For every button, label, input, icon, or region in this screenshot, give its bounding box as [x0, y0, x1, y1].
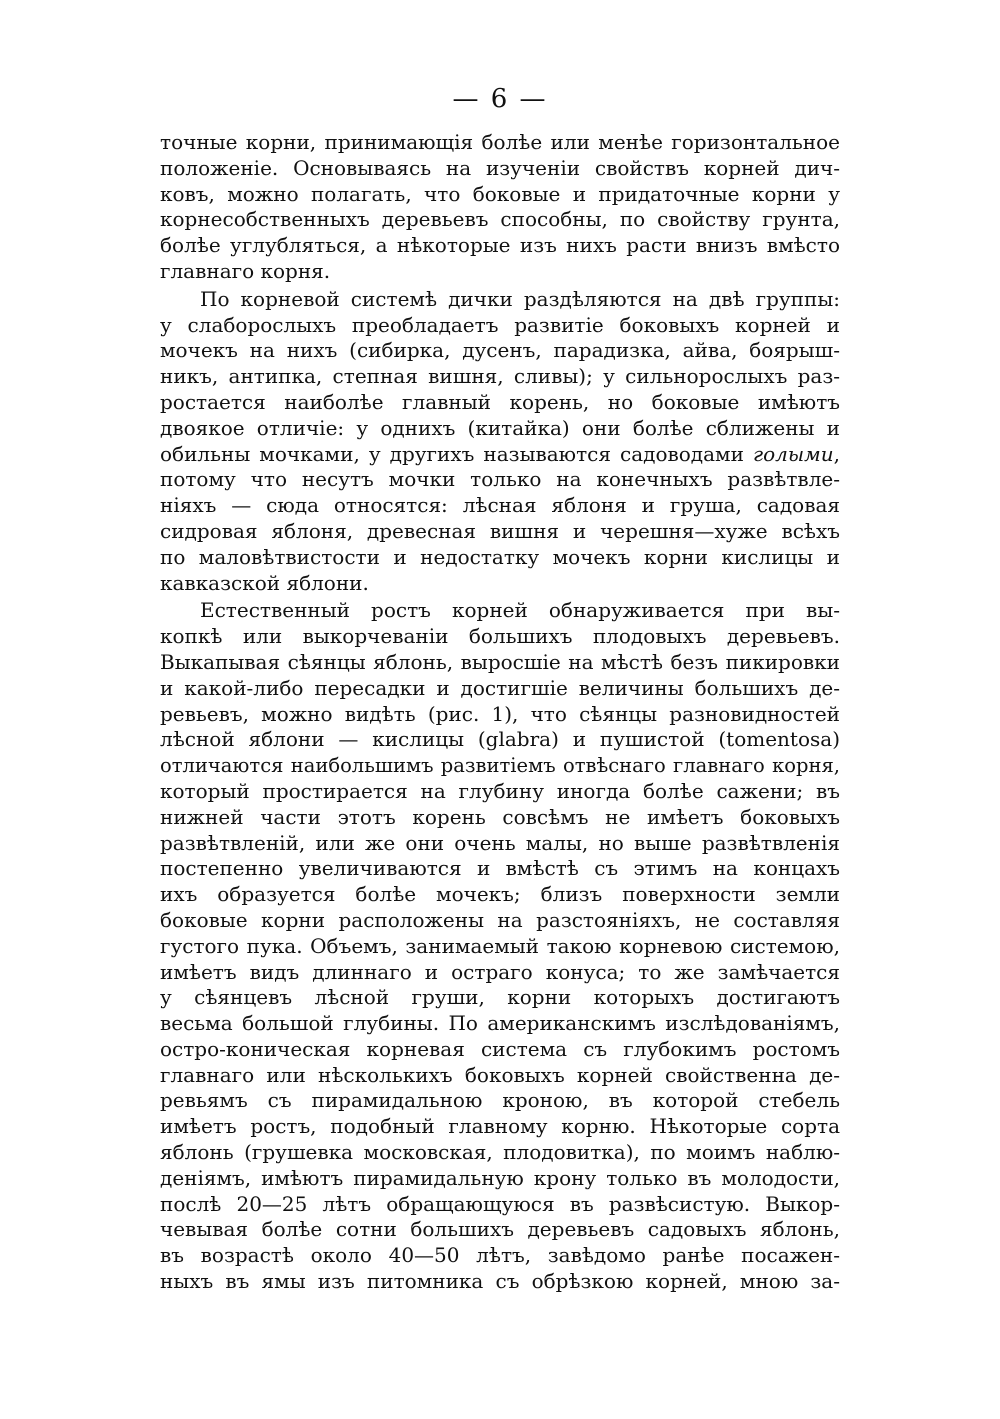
text-line: у слаборослыхъ преобладаетъ развитіе боковыхъ корней и: [160, 312, 840, 337]
text-line: остро-коническая корневая система съ глубокимъ ростомъ: [160, 1036, 840, 1061]
text-line: копкѣ или выкорчеваніи большихъ плодовыхъ деревьевъ.: [160, 624, 840, 649]
paragraph: [160, 598, 840, 1295]
text-line: боковые корни расположены на разстояніяхъ, не составляя: [160, 907, 840, 932]
body-text: [160, 130, 840, 1295]
text-line: двоякое отличіе: у однихъ (китайка) они болѣе сближены и: [160, 415, 840, 440]
text-line: положеніе. Основываясь на изученіи свойствъ корней дич-: [160, 155, 840, 180]
text-line: ревьевъ, можно видѣть (рис. 1), что сѣянцы разновидностей: [160, 701, 840, 726]
text-line: болѣе углубляться, а нѣкоторые изъ нихъ расти внизъ вмѣсто: [160, 233, 840, 258]
text-line: послѣ 20—25 лѣтъ обращающуюся въ развѣсистую. Выкор-: [160, 1191, 840, 1216]
text-line: потому что несутъ мочки только на конечныхъ развѣтвле-: [160, 467, 840, 492]
text-line: ревьямъ съ пирамидальною кроною, въ которой стебель: [160, 1088, 840, 1113]
text-line: отличаются наибольшимъ развитіемъ отвѣснаго главнаго корня,: [160, 754, 840, 778]
text-line: обильны мочками, у другихъ называются садоводами голыми,: [160, 441, 840, 466]
text-line: имѣетъ видъ длиннаго и остраго конуса; то же замѣчается: [160, 959, 840, 984]
text-line: ніяхъ — сюда относятся: лѣсная яблоня и груша, садовая: [160, 493, 840, 518]
text-line: ростается наиболѣе главный корень, но боковые имѣютъ: [160, 389, 840, 414]
text-line: точные корни, принимающія болѣе или менѣе горизонтальное: [160, 130, 840, 154]
paragraph: [160, 287, 840, 597]
text-line: развѣтвленій, или же они очень малы, но выше развѣтвленія: [160, 830, 840, 855]
text-line: въ возрастѣ около 40—50 лѣтъ, завѣдомо ранѣе посажен-: [160, 1243, 840, 1268]
text-line: имѣетъ ростъ, подобный главному корню. Нѣкоторые сорта: [160, 1114, 840, 1139]
text-line: яблонь (грушевка московская, плодовитка), по моимъ наблю-: [160, 1140, 840, 1165]
text-line: нижней части этотъ корень совсѣмъ не имѣетъ боковыхъ: [160, 804, 840, 829]
text-line: Выкапывая сѣянцы яблонь, выросшіе на мѣстѣ безъ пикировки: [160, 649, 840, 674]
text-line: кавказской яблони.: [160, 570, 369, 595]
text-line: чевывая болѣе сотни большихъ деревьевъ садовыхъ яблонь,: [160, 1217, 840, 1242]
text-line: главнаго корня.: [160, 258, 331, 283]
text-line: лѣсной яблони — кислицы (glabra) и пушистой (tomentosa): [160, 727, 840, 752]
text-line: главнаго или нѣсколькихъ боковыхъ корней свойственна де-: [160, 1062, 840, 1087]
text-line: который простирается на глубину иногда болѣе сажени; въ: [160, 778, 840, 803]
text-line: и какой-либо пересадки и достигшіе величины большихъ де-: [160, 675, 840, 700]
text-line: ихъ образуется болѣе мочекъ; близъ поверхности земли: [160, 882, 840, 907]
text-line: постепенно увеличиваются и вмѣстѣ съ этимъ на концахъ: [160, 856, 840, 881]
text-line: по маловѣтвистости и недостатку мочекъ корни кислицы и: [160, 544, 840, 569]
text-line: у сѣянцевъ лѣсной груши, корни которыхъ достигаютъ: [160, 985, 840, 1010]
text-line: Естественный ростъ корней обнаруживается при вы-: [200, 598, 840, 623]
text-line: никъ, антипка, степная вишня, сливы); у сильнорослыхъ раз-: [160, 364, 840, 389]
text-line: По корневой системѣ дички раздѣляются на двѣ группы:: [200, 286, 840, 311]
page-number: — 6 —: [452, 84, 548, 114]
text-line: сидровая яблоня, древесная вишня и черешня—хуже всѣхъ: [160, 518, 840, 543]
text-line: густого пука. Объемъ, занимаемый такою корневою системою,: [160, 933, 840, 958]
text-line: корнесобственныхъ деревьевъ способны, по свойству грунта,: [160, 207, 840, 232]
text-line: мочекъ на нихъ (сибирка, дусенъ, парадизка, айва, боярыш-: [160, 338, 840, 363]
text-line: ковъ, можно полагать, что боковые и придаточные корни у: [160, 181, 840, 206]
paragraph: [160, 130, 840, 285]
text-line: деніямъ, имѣютъ пирамидальную крону только въ молодости,: [160, 1165, 840, 1190]
text-line: весьма большой глубины. По американскимъ изслѣдованіямъ,: [160, 1011, 840, 1036]
text-line: ныхъ въ ямы изъ питомника съ обрѣзкою корней, мною за-: [160, 1269, 840, 1294]
